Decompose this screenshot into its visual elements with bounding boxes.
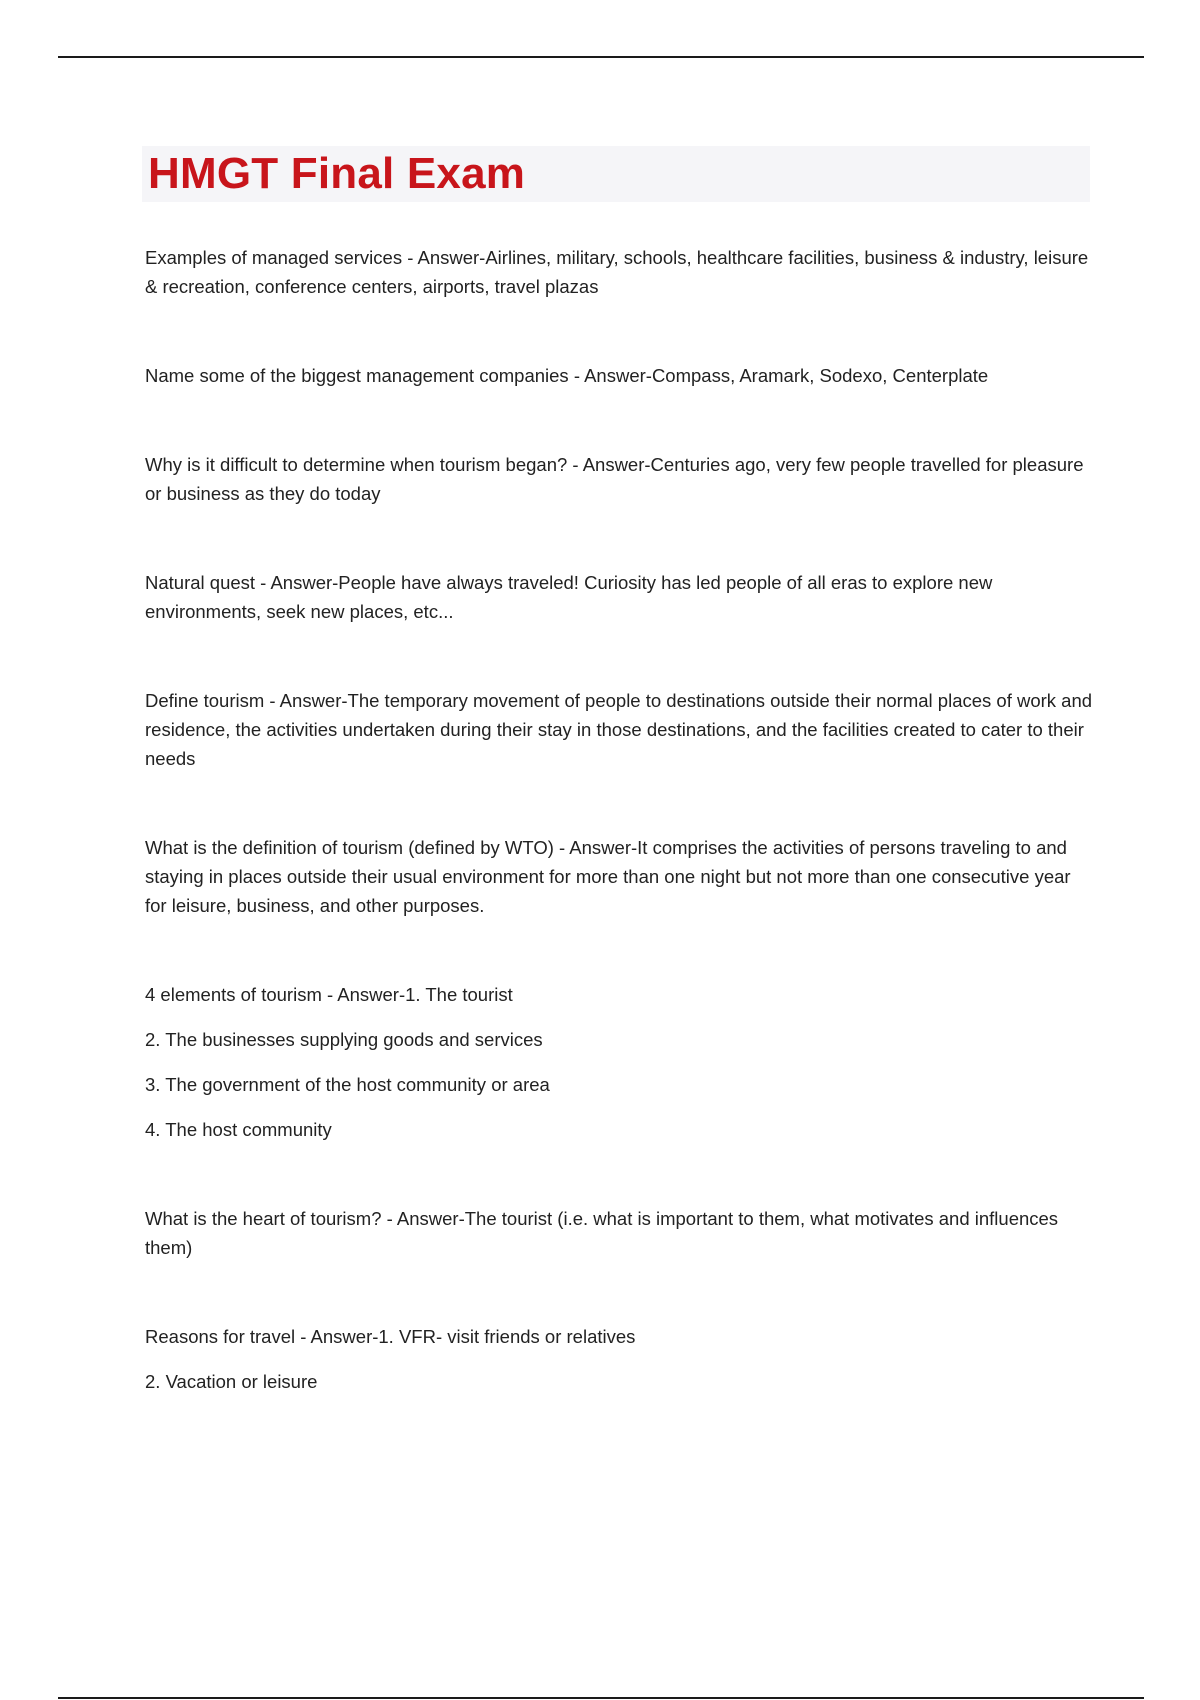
top-rule bbox=[58, 56, 1144, 58]
qa-entry bbox=[145, 686, 1095, 773]
qa-entry bbox=[145, 980, 1095, 1144]
qa-text: Why is it difficult to determine when tourism began? - Answer-Centuries ago, very few people travelled for pleasure or business as they do today bbox=[145, 454, 1084, 504]
document-body bbox=[145, 243, 1095, 1396]
qa-entry bbox=[145, 450, 1095, 508]
qa-entry bbox=[145, 243, 1095, 301]
qa-text: Define tourism - Answer-The temporary movement of people to destinations outside their normal places of work and residence, the activities undertaken during their stay in those destinations, and the facilities created to cater to their needs bbox=[145, 690, 1093, 769]
bottom-rule bbox=[58, 1697, 1144, 1699]
qa-text: Natural quest - Answer-People have always traveled! Curiosity has led people of all eras to explore new environments, seek new places, etc... bbox=[145, 572, 993, 622]
qa-entry bbox=[145, 1322, 1095, 1396]
qa-text: Reasons for travel - Answer-1. VFR- visit friends or relatives bbox=[145, 1326, 636, 1347]
page-title: HMGT Final Exam bbox=[148, 149, 526, 198]
qa-entry bbox=[145, 361, 1095, 390]
qa-text: Name some of the biggest management companies - Answer-Compass, Aramark, Sodexo, Centerplate bbox=[145, 365, 989, 386]
qa-list-item: 3. The government of the host community or area bbox=[145, 1074, 550, 1095]
qa-text: 4 elements of tourism - Answer-1. The tourist bbox=[145, 984, 513, 1005]
qa-text: Examples of managed services - Answer-Airlines, military, schools, healthcare facilities, business & industry, leisure & recreation, conference centers, airports, travel plazas bbox=[145, 247, 1089, 297]
qa-entry bbox=[145, 568, 1095, 626]
qa-entry bbox=[145, 833, 1095, 920]
qa-list-item: 4. The host community bbox=[145, 1119, 332, 1140]
qa-text: What is the definition of tourism (defined by WTO) - Answer-It comprises the activities of persons traveling to and staying in places outside their usual environment for more than one night but not more than one consecutive year for leisure, business, and other purposes. bbox=[145, 837, 1071, 916]
qa-text: What is the heart of tourism? - Answer-The tourist (i.e. what is important to them, what motivates and influences them) bbox=[145, 1208, 1059, 1258]
title-banner bbox=[142, 146, 1090, 202]
qa-list-item: 2. The businesses supplying goods and services bbox=[145, 1029, 543, 1050]
qa-list-item: 2. Vacation or leisure bbox=[145, 1371, 318, 1392]
qa-entry bbox=[145, 1204, 1095, 1262]
